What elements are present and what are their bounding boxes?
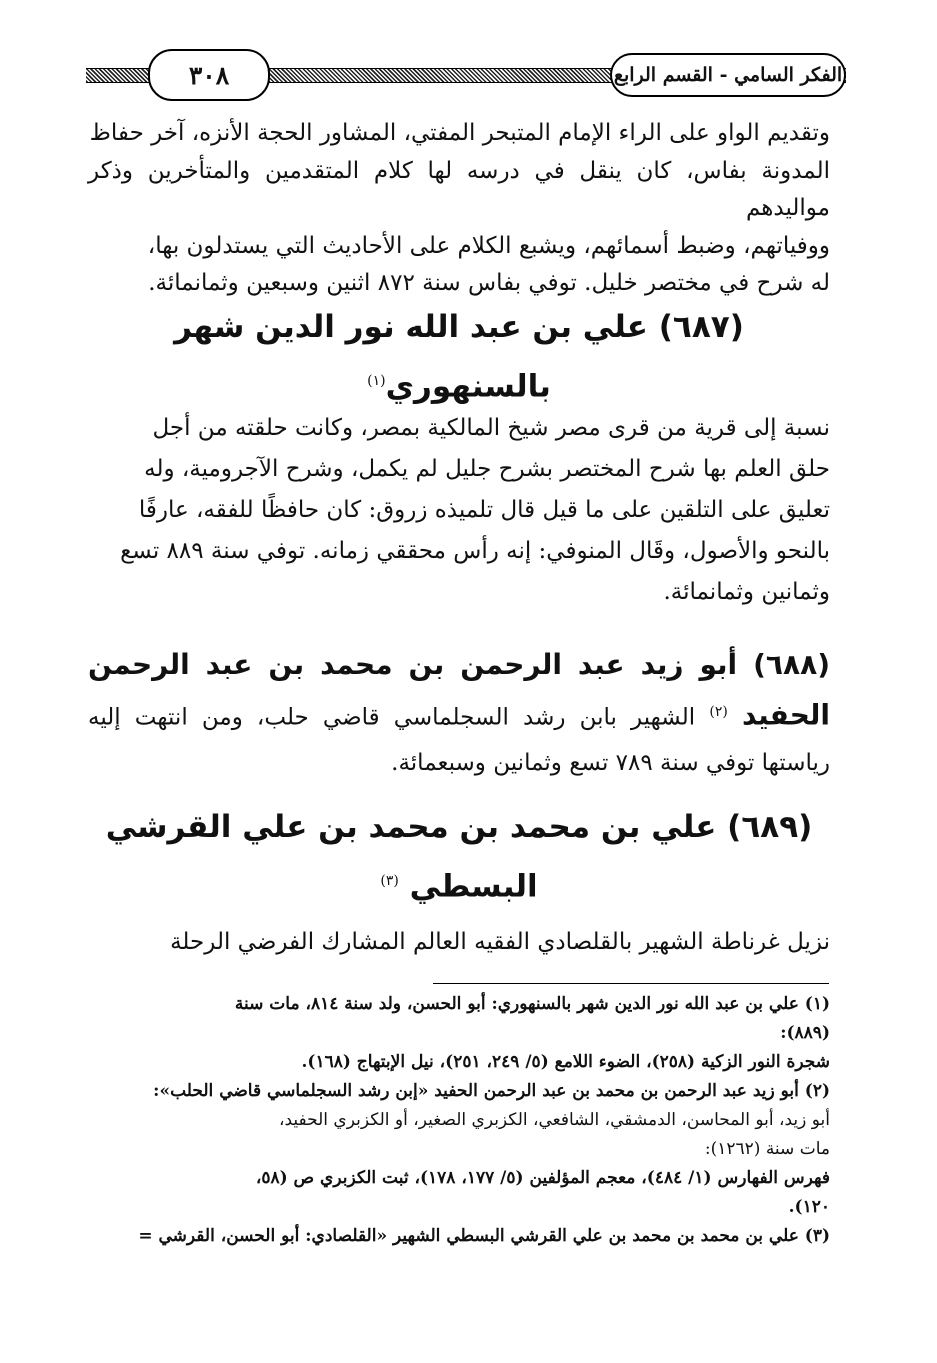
entry-688 (88, 642, 830, 786)
paragraph-entry-687: نسبة إلى قرية من قرى مصر شيخ المالكية بمصر، وكانت حلقته من أجل حلق العلم بها شرح المختصر بشرح جليل لم يكمل، وشرح الآجرومية، وله تعليق على التلقين على ما قيل قال تلميذه زروق: كان حافظًا للفقه، عارفًا بالنحو والأصول، وقَال المنوفي: إنه رأس محققي زمانه. توفي سنة ٨٨٩ تسع وثمانين وثمانمائة. (120, 415, 830, 605)
heading-687-line1: (٦٨٧) علي بن عبد الله نور الدين شهر (174, 309, 744, 345)
footnote-2: (٢) أبو زيد عبد الرحمن بن محمد بن عبد الرحمن الحفيد «إبن رشد السجلماسي قاضي الحلب»: (153, 1081, 830, 1101)
footnote-ref-2: (٢) (709, 704, 728, 720)
paragraph-top: وتقديم الواو على الراء الإمام المتبحر المفتي، المشاور الحجة الأنزه، آخر حفاظ المدونة بفاس، كان ينقل في درسه لها كلام المتقدمين والمتأخرين وذكر مواليدهم ووفياتهم، وضبط أسمائهم، ويشبع الكلام على الأحاديث التي يستدلون بها، له شرح في مختصر خليل. توفي بفاس سنة ٨٧٢ اثنين وسبعين وثمانمائة. (88, 120, 830, 296)
heading-689-line2: البسطي (409, 868, 538, 905)
heading-689-line2-wrap (88, 854, 830, 913)
footnote-2-body: أبو زيد، أبو المحاسن، الدمشقي، الشافعي، الكزبري الصغير، أو الكزبري الحفيد، مات سنة (١٢٦٢): (279, 1110, 830, 1159)
heading-689-line1: (٦٨٩) علي بن محمد بن محمد بن علي القرشي (105, 809, 813, 845)
page-number: ٣٠٨ (148, 49, 270, 101)
paragraph-entry-689: نزيل غرناطة الشهير بالقلصادي الفقيه العالم المشارك الفرضي الرحلة (170, 929, 830, 955)
header-title: الفكر السامي - القسم الرابع (610, 53, 846, 97)
footnotes (88, 990, 830, 1251)
heading-entry-689 (88, 800, 830, 913)
footnote-1: (١) علي بن عبد الله نور الدين شهر بالسنهوري: أبو الحسن، ولد سنة ٨١٤، مات سنة (٨٨٩): (234, 994, 830, 1043)
entry-688-text: الشهير بابن رشد السجلماسي قاضي حلب، ومن انتهت إليه رياستها توفي سنة ٧٨٩ تسع وثمانين وسبعمائة. (88, 704, 830, 776)
footnote-divider (433, 983, 829, 984)
footnote-1-sources: شجرة النور الزكية (٢٥٨)، الضوء اللامع (٥/ ٢٤٩، ٢٥١)، نيل الإبتهاج (١٦٨). (301, 1052, 830, 1072)
heading-687-line2: بالسنهوري (385, 368, 551, 405)
heading-entry-687 (88, 300, 830, 413)
footnote-ref-3: (٣) (380, 873, 399, 889)
heading-687-line2-wrap (88, 354, 830, 413)
running-header (86, 45, 846, 103)
heading-entry-688: (٦٨٨) أبو زيد عبد الرحمن بن محمد بن عبد الرحمن الحفيد (88, 648, 830, 732)
footnote-3: (٣) علي بن محمد بن محمد بن علي القرشي البسطي الشهير «القلصادي: أبو الحسن، القرشي = (138, 1226, 830, 1246)
footnote-ref-1: (١) (367, 373, 386, 389)
footnote-2-sources: فهرس الفهارس (١/ ٤٨٤)، معجم المؤلفين (٥/ ١٧٧، ١٧٨)، ثبت الكزبري ص (٥٨، ١٢٠). (255, 1168, 830, 1217)
